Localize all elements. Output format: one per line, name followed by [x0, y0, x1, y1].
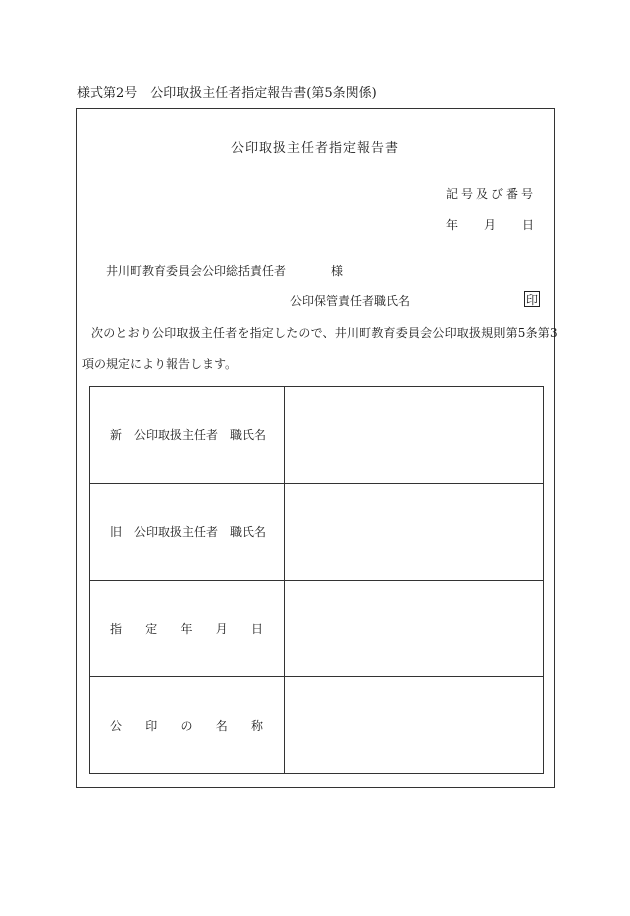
value-cell-new-officer[interactable] [285, 387, 544, 484]
row-label-seal-name: 公 印 の 名 称 [90, 677, 285, 774]
number-label: 記号及び番号 [446, 187, 537, 201]
seal-box: 印 [525, 293, 538, 307]
table-row [90, 580, 544, 677]
value-cell-designation-date[interactable] [285, 580, 544, 677]
month-label: 月 [484, 218, 497, 232]
document-title: 公印取扱主任者指定報告書 [230, 141, 399, 156]
row-label-designation-date: 指 定 年 月 日 [90, 580, 285, 677]
date-line [446, 216, 534, 233]
row-label-new-officer: 新 公印取扱主任者 職氏名 [90, 387, 285, 484]
addressee: 井川町教育委員会公印総括責任者 [106, 264, 287, 278]
day-label: 日 [522, 218, 535, 232]
table-row [90, 677, 544, 774]
honorific: 様 [331, 264, 344, 278]
row-label-old-officer: 旧 公印取扱主任者 職氏名 [90, 483, 285, 580]
year-label: 年 [446, 218, 459, 232]
report-table [89, 386, 544, 774]
table-row [90, 387, 544, 484]
form-number-label: 様式第2号 公印取扱主任者指定報告書(第5条関係) [77, 86, 377, 101]
table-row [90, 483, 544, 580]
custodian-label: 公印保管責任者職氏名 [290, 294, 411, 308]
value-cell-seal-name[interactable] [285, 677, 544, 774]
body-text-line-1: 次のとおり公印取扱主任者を指定したので、井川町教育委員会公印取扱規則第5条第3 [91, 326, 558, 340]
body-text-line-2: 項の規定により報告します。 [82, 357, 238, 371]
value-cell-old-officer[interactable] [285, 483, 544, 580]
